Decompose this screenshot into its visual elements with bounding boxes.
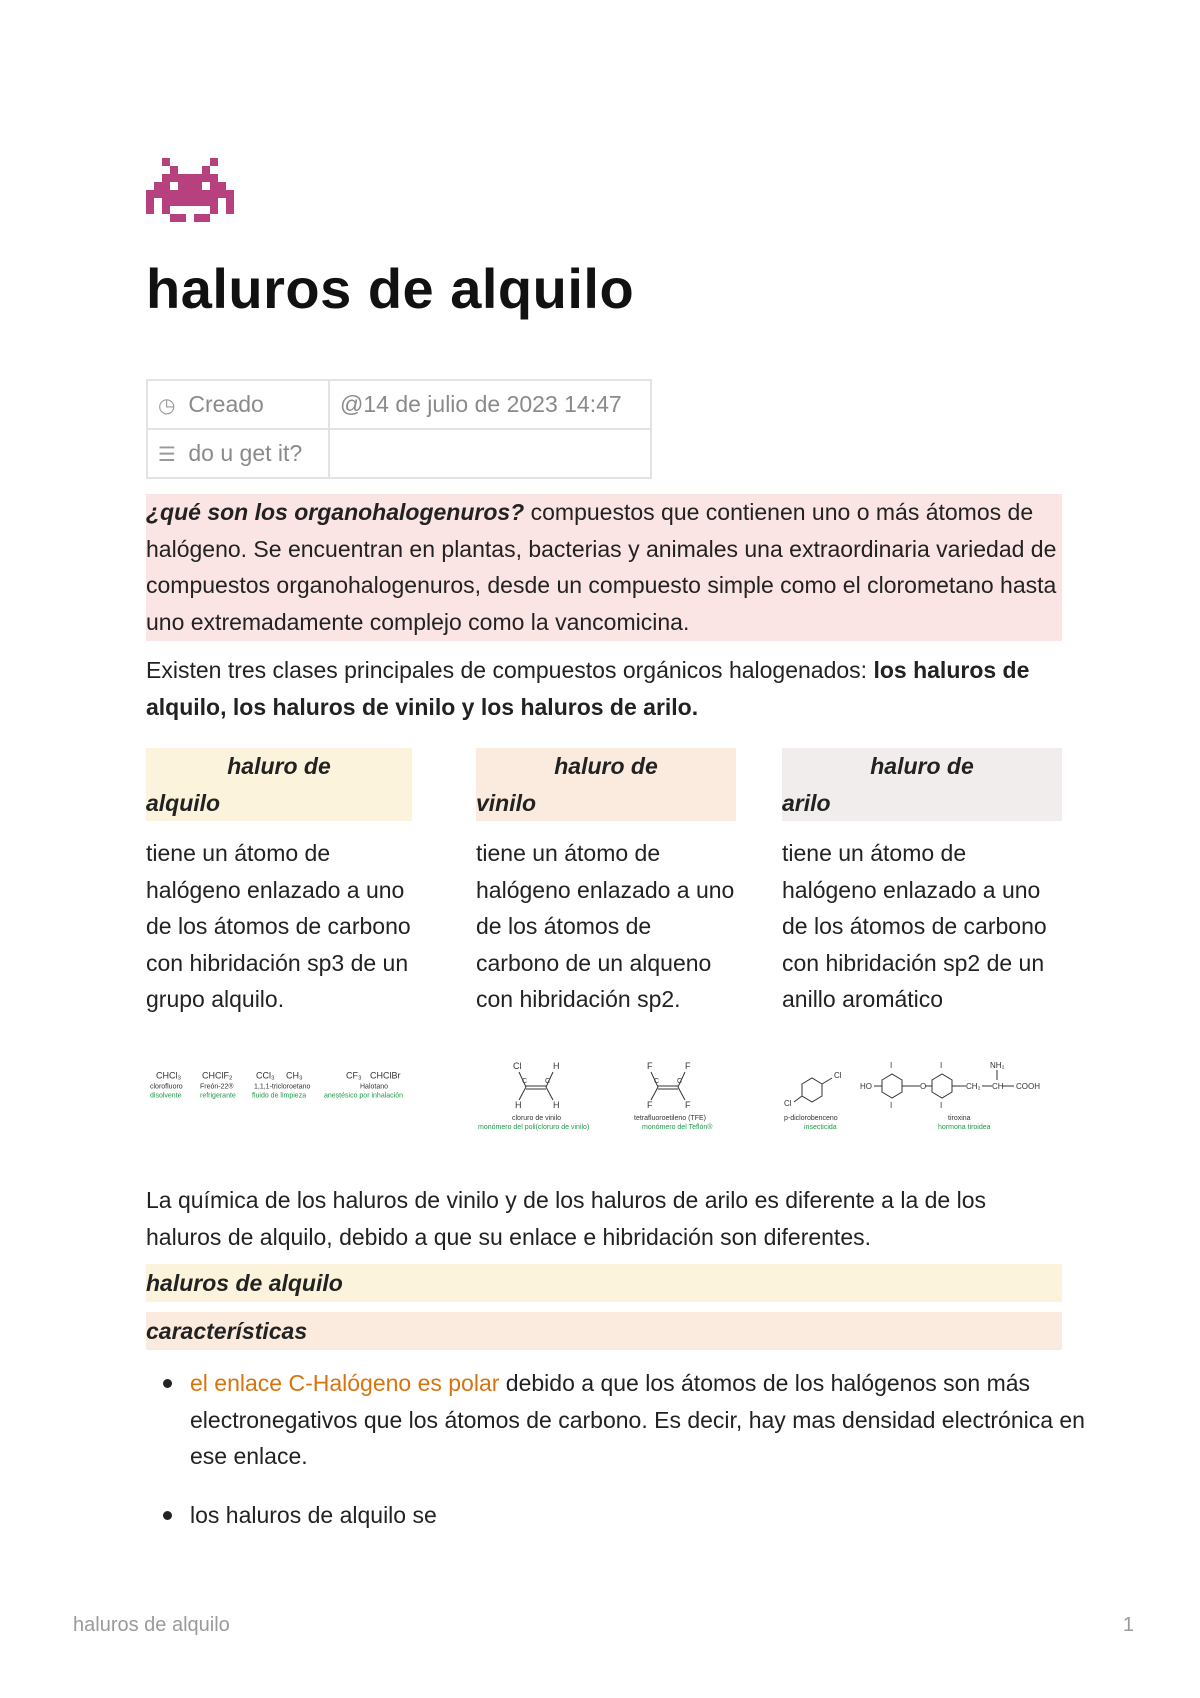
paragraph-differences: La química de los haluros de vinilo y de los haluros de arilo es diferente a la de los haluros de alquilo, debido a que su enlace e hibridación son diferentes. <box>146 1187 986 1250</box>
list-item-text: los haluros de alquilo se <box>190 1501 437 1528</box>
fig-atom: I <box>940 1100 943 1110</box>
fig-use: monómero del Teflón® <box>642 1123 713 1131</box>
highlight-polar-bond: el enlace C-Halógeno es polar <box>190 1370 500 1396</box>
callout-text: compuestos que contienen uno o más átomos de halógeno. Se encuentran en plantas, bacterias y animales una extraordinaria variedad de compuestos organohalogenuros, desde un compuesto simple como el clorometano hasta uno extremadamente complejo como la vancomicina. <box>146 499 1057 635</box>
property-row-do-u-get-it <box>147 429 651 478</box>
footer-title: haluros de alquilo <box>73 1614 230 1636</box>
fig-atom: O <box>920 1081 927 1091</box>
column-body: tiene un átomo de halógeno enlazado a uno de los átomos de carbono con hibridación sp2 de un anillo aromático <box>782 840 1047 1012</box>
column-body: tiene un átomo de halógeno enlazado a uno de los átomos de carbono con hibridación sp3 de un grupo alquilo. <box>146 840 411 1012</box>
property-value-do-u-get-it[interactable] <box>329 429 651 478</box>
page-title: haluros de alquilo <box>146 257 635 320</box>
alkyl-halides-figure <box>146 1056 412 1141</box>
property-row-created <box>147 380 651 429</box>
property-value-created[interactable]: @14 de julio de 2023 14:47 <box>329 380 651 429</box>
heading-haluros-de-alquilo: haluros de alquilo <box>146 1264 1062 1302</box>
fig-atom: CH <box>992 1081 1004 1091</box>
fig-atom: HO <box>860 1081 872 1091</box>
fig-atom: H <box>553 1099 560 1110</box>
fig-atom: COOH <box>1016 1081 1040 1091</box>
column-heading-line2: arilo <box>782 789 831 816</box>
characteristics-list <box>146 1365 1106 1555</box>
callout-question: ¿qué son los organohalogenuros? <box>146 499 525 525</box>
page-number: 1 <box>1122 1614 1134 1636</box>
fig-name: clorofluoro <box>150 1083 183 1090</box>
list-item <box>190 1497 1106 1534</box>
fig-atom: I <box>940 1060 943 1070</box>
intro-text: Existen tres clases principales de compuestos orgánicos halogenados: <box>146 657 874 683</box>
fig-atom: F <box>685 1099 691 1110</box>
list-item <box>190 1365 1106 1475</box>
vinyl-halides-figure <box>476 1056 736 1141</box>
fig-atom: C <box>522 1077 528 1085</box>
fig-atom: C <box>677 1077 683 1085</box>
fig-atom: NH₂ <box>990 1060 1005 1070</box>
fig-formula: CF₃ <box>346 1070 362 1080</box>
fig-atom: C <box>545 1077 551 1085</box>
column-heading-line1: haluro de <box>554 753 658 779</box>
fig-atom: Cl <box>834 1070 842 1080</box>
fig-atom: Cl <box>784 1098 792 1108</box>
intro-bold: los haluros de alquilo, los haluros de vinilo y los haluros de arilo. <box>146 657 1030 720</box>
fig-atom: CH₂ <box>966 1081 981 1091</box>
column-alquilo <box>146 748 412 1146</box>
column-vinilo <box>476 748 736 1146</box>
fig-use: hormona tiroidea <box>938 1123 991 1131</box>
fig-formula: CCl₃ <box>256 1070 275 1080</box>
fig-atom: H <box>553 1060 560 1071</box>
fig-formula: CHCl₃ <box>156 1070 182 1080</box>
property-label: ☰ do u get it? <box>147 429 329 478</box>
fig-use: disolvente <box>150 1092 182 1099</box>
fig-name: 1,1,1-tricloroetano <box>254 1083 311 1090</box>
fig-use: insecticida <box>804 1123 837 1131</box>
clock-icon: ◷ <box>158 395 176 417</box>
column-heading-line1: haluro de <box>227 753 331 779</box>
fig-formula: CHClF₂ <box>202 1070 233 1080</box>
fig-name: tiroxina <box>948 1114 971 1122</box>
fig-formula: CH₃ <box>286 1070 303 1080</box>
fig-atom: I <box>890 1060 893 1070</box>
fig-atom: H <box>515 1099 522 1110</box>
fig-name: Freón-22® <box>200 1083 234 1090</box>
fig-name: cloruro de vinilo <box>512 1114 562 1122</box>
fig-use: refrigerante <box>200 1092 236 1099</box>
intro-paragraph <box>146 652 1062 725</box>
column-arilo <box>782 748 1062 1146</box>
fig-atom: F <box>647 1099 653 1110</box>
property-label: ◷ Creado <box>147 380 329 429</box>
halide-classes-columns <box>146 748 1062 1168</box>
fig-name: tetrafluoroetileno (TFE) <box>634 1114 706 1122</box>
fig-atom: F <box>685 1060 691 1071</box>
fig-atom: I <box>890 1100 893 1110</box>
fig-name: p-diclorobenceno <box>784 1114 838 1122</box>
list-item-text: debido a que los átomos de los halógenos son más electronegativos que los átomos de carbono. Es decir, hay mas densidad electrónica en ese enlace. <box>190 1370 1085 1469</box>
fig-use: anestésico por inhalación <box>324 1092 403 1099</box>
heading-caracteristicas: características <box>146 1312 1062 1350</box>
fig-atom: Cl <box>513 1060 522 1071</box>
space-invader-icon <box>146 158 234 222</box>
fig-atom: C <box>654 1077 660 1085</box>
fig-formula: CHClBr <box>370 1070 401 1080</box>
column-heading-line2: vinilo <box>476 789 537 816</box>
column-heading <box>476 748 736 821</box>
fig-name: Halotano <box>360 1083 389 1090</box>
column-body: tiene un átomo de halógeno enlazado a uno de los átomos de carbono de un alqueno con hibridación sp2. <box>476 840 735 1012</box>
list-icon: ☰ <box>158 444 176 466</box>
fig-use: fluido de limpieza <box>252 1092 307 1099</box>
column-heading-line1: haluro de <box>870 753 974 779</box>
column-heading <box>782 748 1062 821</box>
column-heading-line2: alquilo <box>146 789 221 816</box>
properties-table <box>146 379 652 479</box>
callout-organohalogenuros <box>146 494 1062 641</box>
column-heading <box>146 748 412 821</box>
fig-atom: F <box>647 1060 653 1071</box>
aryl-halides-figure <box>782 1056 1062 1141</box>
fig-use: monómero del poli(cloruro de vinilo) <box>478 1123 590 1131</box>
